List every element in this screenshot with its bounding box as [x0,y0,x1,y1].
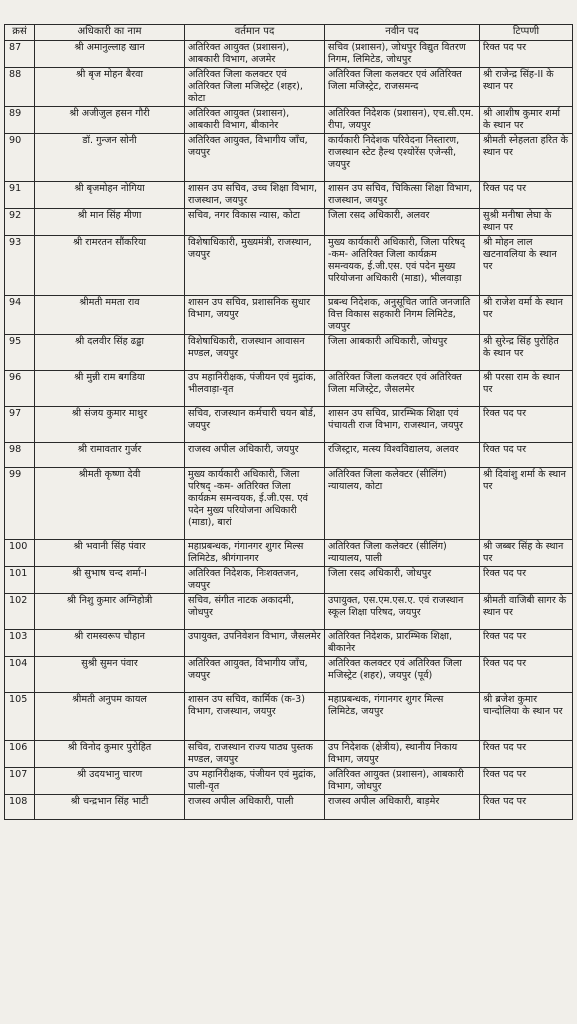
table-row [5,540,573,567]
cell-officer-name: श्री रामरतन सौंकरिया [35,236,185,296]
cell-officer-name: श्रीमती अनुपम कायल [35,693,185,741]
cell-current-post: उप महानिरीक्षक, पंजीयन एवं मुद्रांक, पाली-वृत [185,768,325,795]
cell-current-post: महाप्रबन्धक, गंगानगर शुगर मिल्स लिमिटेड, श्रीगंगानगर [185,540,325,567]
cell-new-post: अतिरिक्त जिला कलक्टर एवं अतिरिक्त जिला मजिस्ट्रेट, राजसमन्द [325,68,480,107]
cell-current-post: शासन उप सचिव, प्रशासनिक सुधार विभाग, जयपुर [185,296,325,335]
cell-new-post: अतिरिक्त जिला कलक्टर एवं अतिरिक्त जिला मजिस्ट्रेट, जैसलमेर [325,371,480,407]
header-remark: टिप्पणी [480,25,573,41]
cell-remark: श्री आशीष कुमार शर्मा के स्थान पर [480,107,573,134]
cell-current-post: अतिरिक्त जिला कलक्टर एवं अतिरिक्त जिला मजिस्ट्रेट (शहर), कोटा [185,68,325,107]
cell-current-post: सचिव, नगर विकास न्यास, कोटा [185,209,325,236]
table-row [5,41,573,68]
cell-officer-name: श्री उदयभानु चारण [35,768,185,795]
cell-remark: श्री जब्बर सिंह के स्थान पर [480,540,573,567]
header-new-post: नवीन पद [325,25,480,41]
cell-officer-name: श्री चन्द्रभान सिंह भाटी [35,795,185,820]
cell-current-post: उपायुक्त, उपनिवेशन विभाग, जैसलमेर [185,630,325,657]
table-row [5,209,573,236]
cell-remark: रिक्त पद पर [480,768,573,795]
cell-serial: 96 [5,371,35,407]
cell-serial: 107 [5,768,35,795]
cell-remark: रिक्त पद पर [480,41,573,68]
cell-current-post: उप महानिरीक्षक, पंजीयन एवं मुद्रांक, भीलवाड़ा-वृत [185,371,325,407]
header-officer-name: अधिकारी का नाम [35,25,185,41]
cell-serial: 93 [5,236,35,296]
cell-new-post: उपायुक्त, एस.एम.एस.ए. एवं राजस्थान स्कूल शिक्षा परिषद, जयपुर [325,594,480,630]
cell-officer-name: श्री भवानी सिंह पंवार [35,540,185,567]
cell-new-post: अतिरिक्त निदेशक (प्रशासन), एच.सी.एम. रीपा, जयपुर [325,107,480,134]
cell-remark: श्री परसा राम के स्थान पर [480,371,573,407]
cell-officer-name: श्रीमती कृष्णा देवी [35,468,185,540]
cell-serial: 108 [5,795,35,820]
cell-remark: सुश्री मनीषा लेघा के स्थान पर [480,209,573,236]
cell-new-post: प्रबन्ध निदेशक, अनुसूचित जाति जनजाति वित्त विकास सहकारी निगम लिमिटेड, जयपुर [325,296,480,335]
cell-serial: 106 [5,741,35,768]
cell-remark: श्रीमती स्नेहलता हरित के स्थान पर [480,134,573,182]
cell-officer-name: सुश्री सुमन पंवार [35,657,185,693]
cell-new-post: सचिव (प्रशासन), जोधपुर विद्युत वितरण निगम, लिमिटेड, जोधपुर [325,41,480,68]
cell-current-post: शासन उप सचिव, उच्च शिक्षा विभाग, राजस्थान, जयपुर [185,182,325,209]
cell-current-post: राजस्व अपील अधिकारी, जयपुर [185,443,325,468]
cell-remark: श्री सुरेन्द्र सिंह पुरोहित के स्थान पर [480,335,573,371]
cell-serial: 87 [5,41,35,68]
cell-officer-name: श्री रामावतार गुर्जर [35,443,185,468]
cell-remark: रिक्त पद पर [480,741,573,768]
cell-current-post: अतिरिक्त आयुक्त (प्रशासन), आबकारी विभाग, अजमेर [185,41,325,68]
table-row [5,468,573,540]
cell-officer-name: श्री मान सिंह मीणा [35,209,185,236]
table-header-row [5,25,573,41]
cell-officer-name: श्री रामस्वरूप चौहान [35,630,185,657]
cell-officer-name: श्री विनोद कुमार पुरोहित [35,741,185,768]
cell-remark: रिक्त पद पर [480,795,573,820]
cell-new-post: राजस्व अपील अधिकारी, बाड़मेर [325,795,480,820]
cell-current-post: विशेषाधिकारी, राजस्थान आवासन मण्डल, जयपुर [185,335,325,371]
table-row [5,236,573,296]
cell-current-post: विशेषाधिकारी, मुख्यमंत्री, राजस्थान, जयपुर [185,236,325,296]
cell-new-post: मुख्य कार्यकारी अधिकारी, जिला परिषद् -कम- अतिरिक्त जिला कार्यक्रम समन्वयक, ई.जी.एस. एवं पदेन मुख्य परियोजना अधिकारी (माडा), भीलवाड़ा [325,236,480,296]
cell-remark: श्री राजेन्द्र सिंह-II के स्थान पर [480,68,573,107]
cell-current-post: शासन उप सचिव, कार्मिक (क-3) विभाग, राजस्थान, जयपुर [185,693,325,741]
table-row [5,407,573,443]
cell-remark: रिक्त पद पर [480,443,573,468]
table-row [5,68,573,107]
cell-officer-name: श्री दलवीर सिंह ढढ्ढा [35,335,185,371]
table-row [5,567,573,594]
table-row [5,107,573,134]
cell-serial: 98 [5,443,35,468]
cell-serial: 94 [5,296,35,335]
cell-serial: 88 [5,68,35,107]
cell-new-post: जिला रसद अधिकारी, अलवर [325,209,480,236]
cell-current-post: सचिव, संगीत नाटक अकादमी, जोधपुर [185,594,325,630]
cell-remark: रिक्त पद पर [480,630,573,657]
cell-serial: 105 [5,693,35,741]
cell-remark: रिक्त पद पर [480,657,573,693]
cell-new-post: कार्यकारी निदेशक परिवेदना निस्तारण, राजस्थान स्टेट हैल्थ एश्योरेंस एजेन्सी, जयपुर [325,134,480,182]
cell-remark: रिक्त पद पर [480,407,573,443]
table-row [5,741,573,768]
cell-new-post: शासन उप सचिव, प्रारम्भिक शिक्षा एवं पंचायती राज विभाग, राजस्थान, जयपुर [325,407,480,443]
cell-serial: 97 [5,407,35,443]
cell-officer-name: श्री बृज मोहन बैरवा [35,68,185,107]
cell-remark: श्री राजेश वर्मा के स्थान पर [480,296,573,335]
transfer-order-sheet [4,24,572,820]
table-row [5,134,573,182]
cell-serial: 92 [5,209,35,236]
cell-new-post: महाप्रबन्धक, गंगानगर शुगर मिल्स लिमिटेड, जयपुर [325,693,480,741]
table-row [5,594,573,630]
cell-new-post: रजिस्ट्रार, मत्स्य विश्वविद्यालय, अलवर [325,443,480,468]
cell-remark: श्रीमती वाजिबी सागर के स्थान पर [480,594,573,630]
cell-officer-name: श्री सुभाष चन्द शर्मा-I [35,567,185,594]
cell-current-post: सचिव, राजस्थान कर्मचारी चयन बोर्ड, जयपुर [185,407,325,443]
cell-serial: 89 [5,107,35,134]
header-current-post: वर्तमान पद [185,25,325,41]
cell-new-post: जिला रसद अधिकारी, जोधपुर [325,567,480,594]
table-body [5,41,573,820]
cell-officer-name: श्री अजीजुल हसन गौरी [35,107,185,134]
table-row [5,693,573,741]
cell-remark: रिक्त पद पर [480,182,573,209]
cell-new-post: अतिरिक्त कलक्टर एवं अतिरिक्त जिला मजिस्ट्रेट (शहर), जयपुर (पूर्व) [325,657,480,693]
transfer-table [4,24,573,820]
table-row [5,795,573,820]
cell-officer-name: श्री अमानुल्लाह खान [35,41,185,68]
cell-serial: 99 [5,468,35,540]
table-row [5,630,573,657]
cell-new-post: शासन उप सचिव, चिकित्सा शिक्षा विभाग, राजस्थान, जयपुर [325,182,480,209]
cell-serial: 95 [5,335,35,371]
cell-serial: 100 [5,540,35,567]
header-serial: क्रसं [5,25,35,41]
cell-remark: श्री ब्रजेश कुमार चान्दोलिया के स्थान पर [480,693,573,741]
cell-serial: 104 [5,657,35,693]
cell-serial: 103 [5,630,35,657]
cell-officer-name: श्री मुन्नी राम बगडिया [35,371,185,407]
table-row [5,296,573,335]
cell-remark: श्री दिवांशु शर्मा के स्थान पर [480,468,573,540]
cell-officer-name: डॉ. गुन्जन सोनी [35,134,185,182]
cell-officer-name: श्री संजय कुमार माथुर [35,407,185,443]
cell-new-post: अतिरिक्त निदेशक, प्रारम्भिक शिक्षा, बीकानेर [325,630,480,657]
table-row [5,335,573,371]
cell-current-post: मुख्य कार्यकारी अधिकारी, जिला परिषद् -कम- अतिरिक्त जिला कार्यक्रम समन्वयक, ई.जी.एस. एवं पदेन मुख्य परियोजना अधिकारी (माडा), बारां [185,468,325,540]
cell-current-post: राजस्व अपील अधिकारी, पाली [185,795,325,820]
table-row [5,371,573,407]
cell-current-post: अतिरिक्त आयुक्त, विभागीय जाँच, जयपुर [185,657,325,693]
cell-new-post: उप निदेशक (क्षेत्रीय), स्थानीय निकाय विभाग, जयपुर [325,741,480,768]
cell-remark: श्री मोहन लाल खटनावलिया के स्थान पर [480,236,573,296]
cell-new-post: अतिरिक्त जिला कलेक्टर (सीलिंग) न्यायालय, पाली [325,540,480,567]
table-row [5,657,573,693]
cell-new-post: अतिरिक्त जिला कलेक्टर (सीलिंग) न्यायालय, कोटा [325,468,480,540]
cell-current-post: अतिरिक्त आयुक्त, विभागीय जाँच, जयपुर [185,134,325,182]
cell-officer-name: श्री निशु कुमार अग्निहोत्री [35,594,185,630]
cell-new-post: अतिरिक्त आयुक्त (प्रशासन), आबकारी विभाग, जोधपुर [325,768,480,795]
cell-serial: 101 [5,567,35,594]
cell-serial: 91 [5,182,35,209]
cell-current-post: अतिरिक्त निदेशक, निःशक्तजन, जयपुर [185,567,325,594]
cell-current-post: सचिव, राजस्थान राज्य पाठ्य पुस्तक मण्डल, जयपुर [185,741,325,768]
cell-new-post: जिला आबकारी अधिकारी, जोधपुर [325,335,480,371]
cell-officer-name: श्रीमती ममता राव [35,296,185,335]
table-row [5,768,573,795]
cell-remark: रिक्त पद पर [480,567,573,594]
table-row [5,182,573,209]
cell-officer-name: श्री बृजमोहन नोगिया [35,182,185,209]
cell-serial: 102 [5,594,35,630]
table-row [5,443,573,468]
cell-serial: 90 [5,134,35,182]
cell-current-post: अतिरिक्त आयुक्त (प्रशासन), आबकारी विभाग, बीकानेर [185,107,325,134]
